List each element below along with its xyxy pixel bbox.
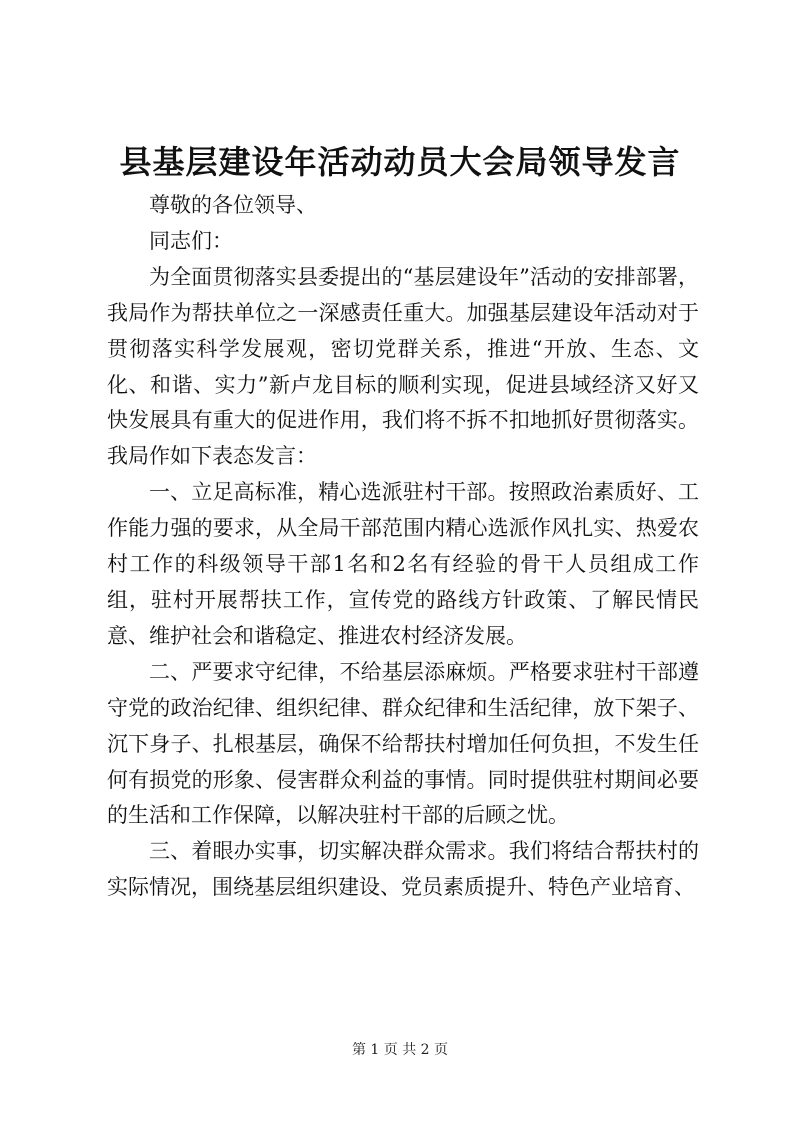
salutation-line: 同志们： [149,228,233,253]
document-body [107,188,699,906]
body-paragraph: 三、着眼办实事，切实解决群众需求。我们将结合帮扶村的实际情况，围绕基层组织建设、党员素质提升、特色产业培育、 [107,839,699,900]
body-paragraph: 为全面贯彻落实县委提出的“基层建设年”活动的安排部署，我局作为帮扶单位之一深感责任重大。加强基层建设年活动对于贯彻落实科学发展观，密切党群关系，推进“开放、生态、文化、和谐、实力”新卢龙目标的顺利实现，促进县域经济又好又快发展具有重大的促进作用，我们将不拆不扣地抓好贯彻落实。我局作如下表态发言： [107,264,699,469]
body-paragraph: 一、立足高标准，精心选派驻村干部。按照政治素质好、工作能力强的要求，从全局干部范围内精心选派作风扎实、热爱农村工作的科级领导干部1名和2名有经验的骨干人员组成工作组，驻村开展帮扶工作，宣传党的路线方针政策、了解民情民意、维护社会和谐稳定、推进农村经济发展。 [107,480,699,648]
body-paragraph: 二、严要求守纪律，不给基层添麻烦。严格要求驻村干部遵守党的政治纪律、组织纪律、群众纪律和生活纪律，放下架子、沉下身子、扎根基层，确保不给帮扶村增加任何负担，不发生任何有损党的形象、侵害群众利益的事情。同时提供驻村期间必要的生活和工作保障，以解决驻村干部的后顾之忧。 [107,659,699,828]
document-title: 县基层建设年活动动员大会局领导发言 [119,143,681,181]
salutation-line: 尊敬的各位领导、 [149,193,317,217]
page-footer: 第 1 页 共 2 页 [351,1042,449,1058]
